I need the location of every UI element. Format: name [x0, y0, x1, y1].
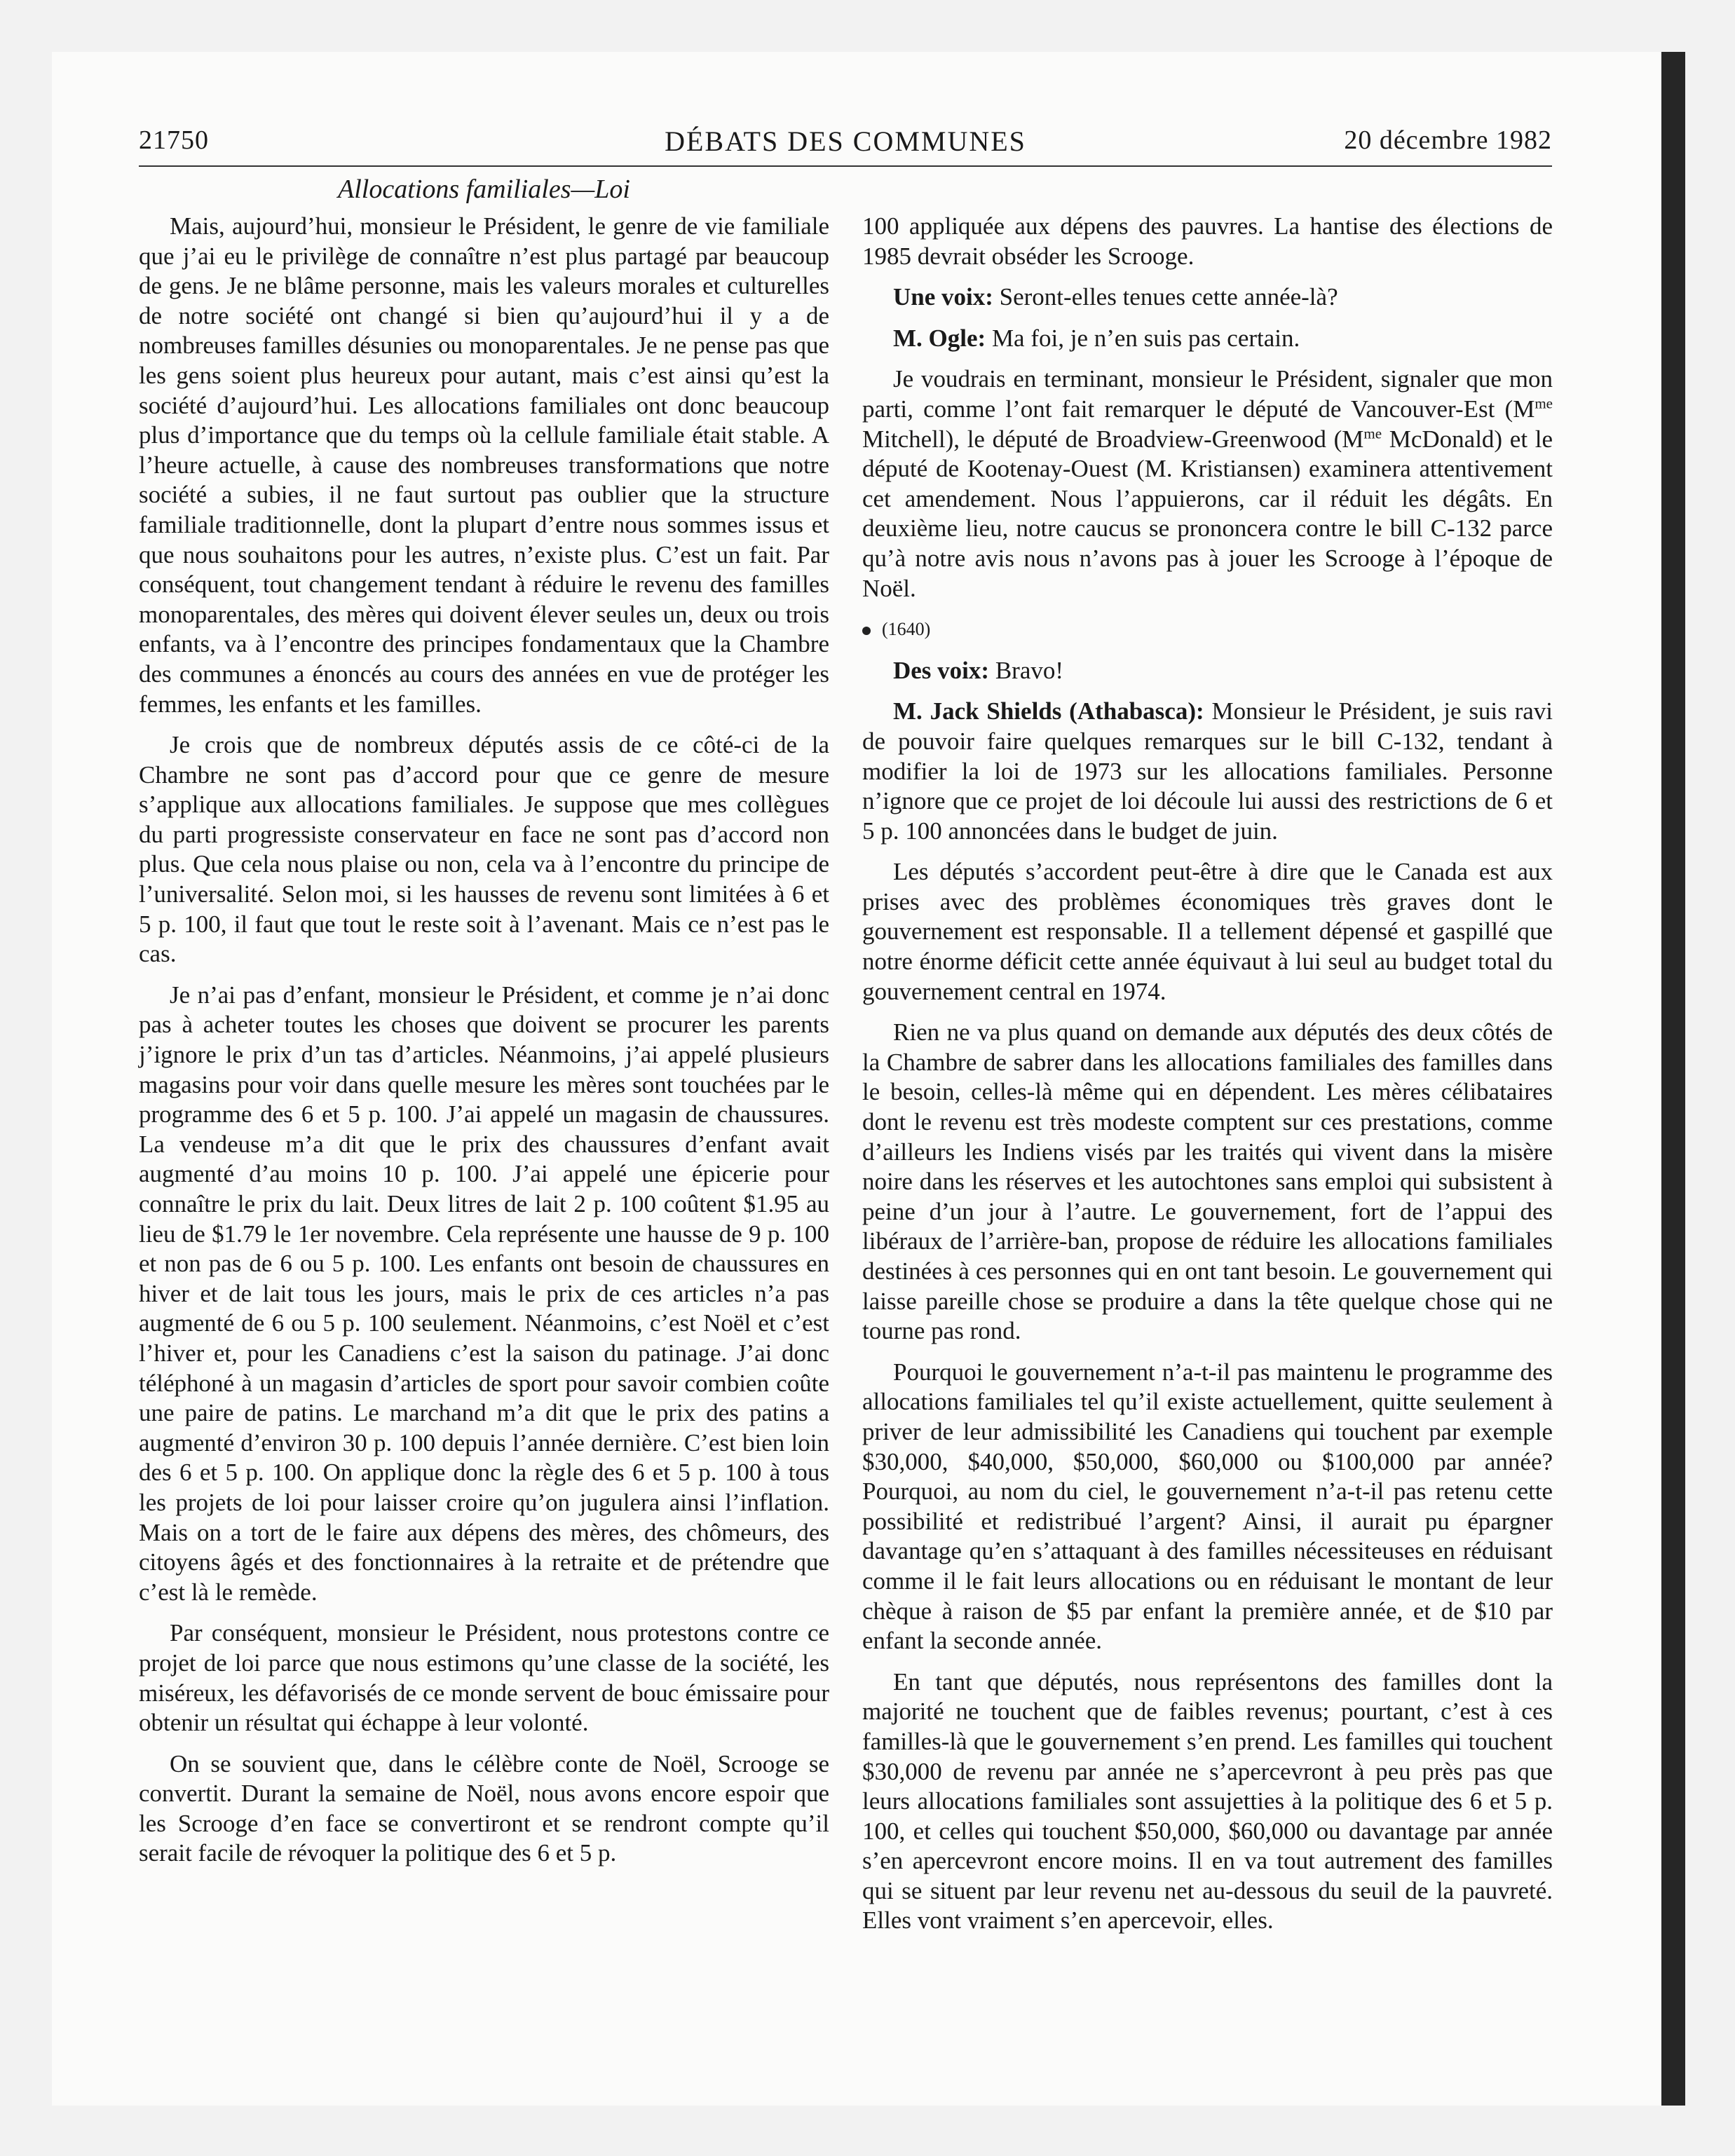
paragraph: Je crois que de nombreux députés assis de ce côté-ci de la Chambre ne sont pas d’accord pour que ce genre de mesure s’applique aux allocations familiales. Je suppose que mes collègues du parti progressiste conservateur en face ne sont pas d’accord non plus. Que cela nous plaise ou non, cela va à l’encontre du principe de l’universalité. Selon moi, si les hausses de revenu sont limitées à 6 et 5 p. 100, il faut que tout le reste soit à l’avenant. Mais ce n’est pas le cas.	[139, 731, 829, 968]
paragraph: En tant que députés, nous représentons des familles dont la majorité ne touchent que de faibles revenus; pourtant, c’est à ces familles-là que le gouvernement s’en prend. Les familles qui touchent $30,000 de revenu par année ne s’apercevront à peu près pas que leurs allocations familiales sont assujetties à la politique des 6 et 5 p. 100, et celles qui touchent $50,000, $60,000 ou davantage par année s’en apercevront encore moins. Il en va tout autrement des familles qui se situent par leur revenu net au-dessous du seuil de la pauvreté. Elles vont vraiment s’en apercevoir, elles.	[862, 1667, 1553, 1935]
interjection	[862, 656, 1553, 686]
speech-text: Ma foi, je n’en suis pas certain.	[986, 324, 1300, 352]
superscript: me	[1535, 395, 1553, 412]
interjection	[862, 282, 1553, 313]
superscript: me	[1363, 424, 1382, 442]
text-run: McDonald) et le député de Kootenay-Ouest (M. Kristiansen) examinera attentivement cet amendement. Nous l’appuierons, car il réduit les dégâts. En deuxième lieu, notre caucus se prononcera contre le bill C-132 parce qu’à notre avis nous n’avons pas à jouer les Scrooge à l’époque de Noël.	[862, 425, 1553, 602]
paragraph-continuation: 100 appliquée aux dépens des pauvres. La hantise des élections de 1985 devrait obséder les Scrooge.	[862, 212, 1553, 270]
paragraph: Mais, aujourd’hui, monsieur le Président, le genre de vie familiale que j’ai eu le privilège de connaître n’est plus partagé par beaucoup de gens. Je ne blâme personne, mais les valeurs morales et culturelles de notre société ont changé si bien qu’aujourd’hui il y a de nombreuses familles désunies ou monoparentales. Je ne pense pas que les gens soient plus heureux pour autant, mais c’est ainsi qu’est la société d’aujourd’hui. Les allocations familiales ont donc beaucoup plus d’importance que du temps où la cellule familiale était stable. A l’heure actuelle, à cause des nombreuses transformations que notre société a subies, il ne faut surtout pas oublier que la structure familiale traditionnelle, dont la plupart d’entre nous sommes issus et que nous souhaitons pour les autres, n’existe plus. C’est un fait. Par conséquent, tout changement tendant à réduire le revenu des familles monoparentales, des mères qui doivent élever seules un, deux ou trois enfants, va à l’encontre des principes fondamentaux que la Chambre des communes a énoncés au cours des années en vue de protéger les femmes, les enfants et les familles.	[139, 212, 829, 718]
interjection	[862, 324, 1553, 354]
paragraph	[862, 364, 1553, 603]
paragraph: Les députés s’accordent peut-être à dire que le Canada est aux prises avec des problèmes économiques très graves dont le gouvernement est responsable. Il a tellement dépensé et gaspillé que notre énorme déficit cette année équivaut à lui seul au budget total du gouvernement central en 1974.	[862, 858, 1553, 1005]
scan-edge-bar	[1661, 52, 1685, 2106]
speech-text: Seront-elles tenues cette année-là?	[993, 283, 1338, 311]
speaker-name: Une voix:	[893, 283, 993, 311]
speaker-name: Des voix:	[893, 656, 990, 684]
section-subtitle: Allocations familiales—Loi	[338, 175, 630, 204]
page-date: 20 décembre 1982	[1344, 125, 1552, 155]
paragraph: Je n’ai pas d’enfant, monsieur le Président, et comme je n’ai donc pas à acheter toutes les choses que doivent se procurer les parents j’ignore le prix d’un tas d’articles. Néanmoins, j’ai appelé plusieurs magasins pour voir dans quelle mesure les mères sont touchées par le programme des 6 et 5 p. 100. J’ai appelé un magasin de chaussures. La vendeuse m’a dit que le prix des chaussures d’enfant avait augmenté d’au moins 10 p. 100. J’ai appelé une épicerie pour connaître le prix du lait. Deux litres de lait 2 p. 100 coûtent $1.95 au lieu de $1.79 le 1er novembre. Cela représente une hausse de 9 p. 100 et non pas de 6 ou 5 p. 100. Les enfants ont besoin de chaussures en hiver et de lait tous les jours, mais le prix de ces articles n’a pas augmenté de 6 ou 5 p. 100 seulement. Néanmoins, c’est Noël et c’est l’hiver et, pour les Canadiens c’est la saison du patinage. J’ai donc téléphoné à un magasin d’articles de sport pour savoir combien coûte une paire de patins. Le marchand m’a dit que le prix des patins a augmenté d’environ 30 p. 100 depuis l’année dernière. C’est bien loin des 6 et 5 p. 100. On applique donc la règle des 6 et 5 p. 100 à tous les projets de loi pour laisser croire qu’on jugulera ainsi l’inflation. Mais on a tort de le faire aux dépens des mères, des chômeurs, des citoyens âgés et des fonctionnaires à la retraite et de prétendre que c’est là le remède.	[139, 981, 829, 1606]
speaker-name: M. Ogle:	[893, 324, 986, 352]
time-marker-text: (1640)	[882, 619, 931, 640]
speech-paragraph	[862, 697, 1553, 846]
speaker-name: M. Jack Shields (Athabasca):	[893, 697, 1204, 725]
publication-title: DÉBATS DES COMMUNES	[665, 125, 1026, 157]
paragraph: On se souvient que, dans le célèbre conte de Noël, Scrooge se convertit. Durant la semaine de Noël, nous avons encore espoir que les Scrooge d’en face se convertiront et se rendront compte qu’il serait facile de révoquer la politique des 6 et 5 p.	[139, 1749, 829, 1867]
speech-text: Bravo!	[989, 656, 1064, 684]
time-marker	[862, 615, 1553, 645]
text-run: Je voudrais en terminant, monsieur le Président, signaler que mon parti, comme l’ont fait remarquer le député de Vancouver-Est (M	[862, 365, 1553, 423]
paragraph: Pourquoi le gouvernement n’a-t-il pas maintenu le programme des allocations familiales tel qu’il existe actuellement, quitte seulement à priver de leur admissibilité les Canadiens qui touchent par exemple $30,000, $40,000, $50,000, $60,000 ou $100,000 par année? Pourquoi, au nom du ciel, le gouvernement n’a-t-il pas retenu cette possibilité et redistribué l’argent? Ainsi, il aurait pu épargner davantage qu’en s’attaquant à des familles nécessiteuses en réduisant comme il le fait leurs allocations ou en réduisant le montant de leur chèque à raison de $5 par enfant la première année, et de $10 par enfant la seconde année.	[862, 1358, 1553, 1655]
paragraph: Rien ne va plus quand on demande aux députés des deux côtés de la Chambre de sabrer dans les allocations familiales des familles dans le besoin, celles-là même qui en dépendent. Les mères célibataires dont le revenu est très modeste comptent sur ces prestations, comme d’ailleurs les Indiens visés par les traités qui vivent dans la misère noire dans les réserves et les autochtones sans emploi qui subsistent à peine d’un jour à l’autre. Le gouvernement, fort de l’appui des libéraux de l’arrière-ban, propose de réduire les allocations familiales destinées à ces personnes qui en ont tant besoin. Le gouvernement qui laisse pareille chose se produire a dans la tête quelque chose qui ne tourne pas rond.	[862, 1018, 1553, 1345]
text-run: Mitchell), le député de Broadview-Greenwood (M	[862, 425, 1364, 453]
page-number: 21750	[139, 125, 209, 155]
paragraph: Par conséquent, monsieur le Président, nous protestons contre ce projet de loi parce que nous estimons qu’une classe de la société, les miséreux, les défavorisés de ce monde servent de bouc émissaire pour obtenir un résultat qui échappe à leur volonté.	[139, 1619, 829, 1737]
speech-text: Monsieur le Président, je suis ravi de pouvoir faire quelques remarques sur le bill C-132, tendant à modifier la loi de 1973 sur les allocations familiales. Personne n’ignore que ce projet de loi découle lui aussi des restrictions de 6 et 5 p. 100 annoncées dans le budget de juin.	[862, 697, 1553, 845]
right-column	[862, 212, 1553, 1947]
page-header	[139, 121, 1552, 167]
bullet-icon	[862, 627, 871, 635]
left-column	[139, 212, 829, 1880]
